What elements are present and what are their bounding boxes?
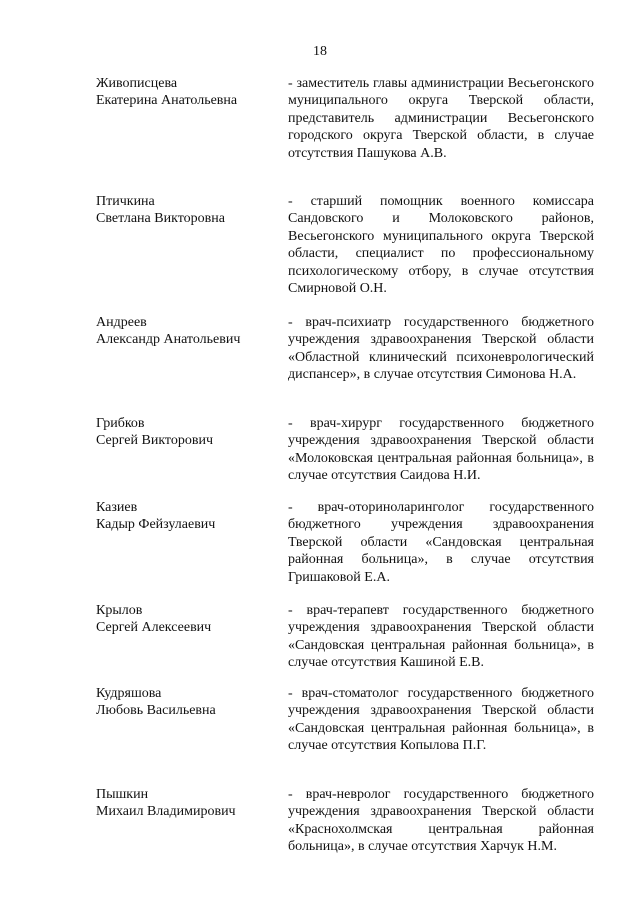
member-role: - врач-невролог государственного бюджетного учреждения здравоохранения Тверской области «Краснохолмская центральная районная больница», в случае отсутствия Харчук Н.М.: [288, 787, 594, 855]
member-name: [96, 685, 276, 719]
page-number: 18: [313, 44, 327, 59]
member-given-names: Александр Анатольевич: [96, 332, 241, 347]
member-given-names: Михаил Владимирович: [96, 804, 236, 819]
member-role: - заместитель главы администрации Весьегонского муниципального округа Тверской области, представитель администрации Весьегонского городского округа Тверской области, в случае отсутствия Пашукова А.В.: [288, 76, 594, 161]
member-role: - врач-стоматолог государственного бюджетного учреждения здравоохранения Тверской области «Сандовская центральная районная больница», в случае отсутствия Копылова П.Г.: [288, 686, 594, 754]
member-role: - старший помощник военного комиссара Сандовского и Молоковского районов, Весьегонского муниципального округа Тверской области, специалист по профессиональному психологическому отбору, в случае отсутствия Смирновой О.Н.: [288, 194, 594, 297]
member-name: [96, 602, 276, 636]
member-surname: Живописцева: [96, 76, 178, 91]
member-given-names: Светлана Викторовна: [96, 211, 225, 226]
member-name: [96, 75, 276, 109]
member-given-names: Кадыр Фейзулаевич: [96, 517, 216, 532]
member-role: - врач-психиатр государственного бюджетного учреждения здравоохранения Тверской области «Областной клинический психоневрологический диспансер», в случае отсутствия Симонова Н.А.: [288, 315, 594, 383]
member-role: - врач-оториноларинголог государственного бюджетного учреждения здравоохранения Тверской области «Сандовская центральная районная больница», в случае отсутствия Гришаковой Е.А.: [288, 500, 594, 585]
member-surname: Грибков: [96, 416, 145, 431]
member-name: [96, 499, 276, 533]
member-given-names: Екатерина Анатольевна: [96, 93, 238, 108]
member-surname: Пышкин: [96, 787, 149, 802]
member-role: - врач-терапевт государственного бюджетного учреждения здравоохранения Тверской области «Сандовская центральная районная больница», в случае отсутствия Кашиной Е.В.: [288, 603, 594, 671]
member-name: [96, 314, 276, 348]
member-surname: Андреев: [96, 315, 147, 330]
member-given-names: Сергей Алексеевич: [96, 620, 212, 635]
member-surname: Кудряшова: [96, 686, 162, 701]
member-name: [96, 786, 276, 820]
member-given-names: Сергей Викторович: [96, 433, 214, 448]
member-surname: Крылов: [96, 603, 143, 618]
member-name: [96, 193, 276, 227]
member-surname: Птичкина: [96, 194, 155, 209]
member-surname: Казиев: [96, 500, 138, 515]
member-name: [96, 415, 276, 449]
member-role: - врач-хирург государственного бюджетного учреждения здравоохранения Тверской области «Молоковская центральная районная больница», в случае отсутствия Саидова Н.И.: [288, 416, 594, 484]
member-given-names: Любовь Васильевна: [96, 703, 216, 718]
